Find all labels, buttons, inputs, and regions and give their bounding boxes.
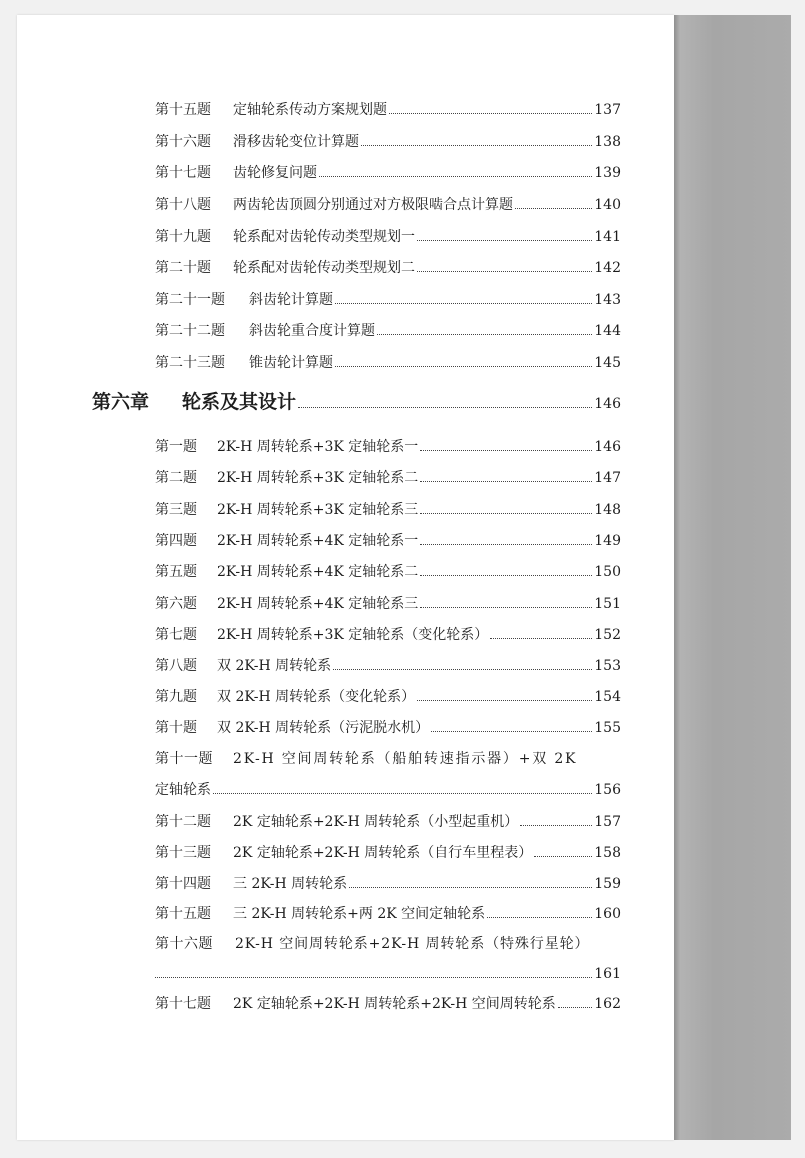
toc-entry (155, 133, 621, 151)
dot-leader (420, 513, 592, 514)
entry-number: 第十三题 (155, 845, 211, 861)
entry-title: 定轴轮系传动方案规划题 (233, 102, 387, 118)
entry-number: 第五题 (155, 564, 197, 580)
entry-title: 滑移齿轮变位计算题 (233, 134, 359, 150)
entry-title-continued: 定轴轮系 (155, 782, 211, 798)
entry-page: 157 (594, 814, 621, 830)
dot-leader (361, 145, 592, 146)
page-edge-shadow (674, 15, 791, 1140)
entry-number: 第十九题 (155, 229, 211, 245)
entry-title: 2K-H 周转轮系+3K 定轴轮系三 (217, 502, 419, 518)
entry-page: 151 (594, 596, 621, 612)
entry-page: 156 (594, 782, 621, 798)
dot-leader (298, 407, 592, 408)
entry-title: 2K 定轴轮系+2K-H 周转轮系（自行车里程表） (233, 845, 533, 861)
toc-entry (155, 532, 621, 550)
dot-leader (520, 825, 592, 826)
toc-entry (155, 875, 621, 893)
toc-entry (155, 626, 621, 644)
entry-page: 138 (594, 134, 621, 150)
dot-leader (420, 575, 592, 576)
entry-title: 2K-H 周转轮系+4K 定轴轮系二 (217, 564, 419, 580)
toc-entry-line1 (155, 935, 621, 953)
dot-leader (487, 917, 592, 918)
chapter-title: 轮系及其设计 (182, 391, 297, 413)
toc-entry (155, 354, 621, 372)
entry-number: 第十六题 (155, 936, 213, 952)
entry-title: 2K-H 周转轮系+3K 定轴轮系二 (217, 470, 419, 486)
toc-entry (155, 101, 621, 119)
entry-number: 第二十三题 (155, 355, 225, 371)
entry-page: 153 (594, 658, 621, 674)
entry-page: 137 (594, 102, 621, 118)
entry-number: 第二十二题 (155, 323, 225, 339)
chapter-heading (92, 391, 621, 415)
entry-title: 2K-H 周转轮系+4K 定轴轮系三 (217, 596, 419, 612)
entry-page: 149 (594, 533, 621, 549)
entry-page: 152 (594, 627, 621, 643)
entry-page: 140 (594, 197, 621, 213)
toc-entry-line1 (155, 750, 621, 768)
entry-title: 斜齿轮计算题 (249, 292, 333, 308)
entry-number: 第十七题 (155, 165, 211, 181)
entry-number: 第二题 (155, 470, 197, 486)
dot-leader (335, 303, 592, 304)
entry-number: 第三题 (155, 502, 197, 518)
toc-entry (155, 844, 621, 862)
entry-number: 第七题 (155, 627, 197, 643)
toc-entry (155, 469, 621, 487)
entry-title: 轮系配对齿轮传动类型规划一 (233, 229, 415, 245)
dot-leader (319, 176, 592, 177)
dot-leader (349, 887, 592, 888)
dot-leader (420, 607, 592, 608)
dot-leader (420, 481, 592, 482)
entry-page: 139 (594, 165, 621, 181)
toc-entry (155, 322, 621, 340)
entry-page: 142 (594, 260, 621, 276)
entry-page: 161 (594, 966, 621, 982)
dot-leader (417, 700, 592, 701)
entry-number: 第十一题 (155, 751, 213, 767)
entry-title: 2K 定轴轮系+2K-H 周转轮系（小型起重机） (233, 814, 519, 830)
toc-entry (155, 595, 621, 613)
dot-leader (417, 271, 592, 272)
entry-title: 2K-H 空间周转轮系（船舶转速指示器）+双 2K (233, 751, 578, 767)
entry-page: 145 (594, 355, 621, 371)
entry-title: 斜齿轮重合度计算题 (249, 323, 375, 339)
dot-leader (417, 240, 592, 241)
entry-page: 155 (594, 720, 621, 736)
entry-number: 第二十一题 (155, 292, 225, 308)
entry-title: 双 2K-H 周转轮系 (217, 658, 332, 674)
entry-number: 第二十题 (155, 260, 211, 276)
dot-leader (213, 793, 592, 794)
entry-page: 144 (594, 323, 621, 339)
toc-entry-line2 (155, 781, 621, 799)
entry-page: 160 (594, 906, 621, 922)
entry-page: 146 (594, 439, 621, 455)
entry-title: 锥齿轮计算题 (249, 355, 333, 371)
dot-leader (420, 544, 592, 545)
entry-number: 第十六题 (155, 134, 211, 150)
dot-leader (490, 638, 592, 639)
toc-entry (155, 164, 621, 182)
chapter-page: 146 (594, 396, 621, 412)
entry-title: 2K 定轴轮系+2K-H 周转轮系+2K-H 空间周转轮系 (233, 996, 556, 1012)
toc-entry (155, 259, 621, 277)
entry-number: 第十四题 (155, 876, 211, 892)
entry-title: 三 2K-H 周转轮系+两 2K 空间定轴轮系 (233, 906, 486, 922)
entry-title: 轮系配对齿轮传动类型规划二 (233, 260, 415, 276)
entry-page: 147 (594, 470, 621, 486)
entry-title: 两齿轮齿顶圆分别通过对方极限啮合点计算题 (233, 197, 513, 213)
dot-leader (389, 113, 592, 114)
dot-leader (420, 450, 592, 451)
dot-leader (335, 366, 592, 367)
chapter-number: 第六章 (92, 391, 150, 413)
toc-entry (155, 657, 621, 675)
entry-title: 双 2K-H 周转轮系（变化轮系） (217, 689, 416, 705)
entry-page: 143 (594, 292, 621, 308)
entry-number: 第四题 (155, 533, 197, 549)
entry-number: 第六题 (155, 596, 197, 612)
dot-leader (515, 208, 592, 209)
toc-entry (155, 438, 621, 456)
toc-entry (155, 501, 621, 519)
toc-entry (155, 228, 621, 246)
entry-title: 三 2K-H 周转轮系 (233, 876, 348, 892)
toc-entry (155, 719, 621, 737)
entry-number: 第十八题 (155, 197, 211, 213)
toc-entry (155, 813, 621, 831)
entry-number: 第八题 (155, 658, 197, 674)
toc-entry (155, 688, 621, 706)
entry-number: 第十五题 (155, 102, 211, 118)
entry-page: 158 (594, 845, 621, 861)
entry-title: 2K-H 周转轮系+3K 定轴轮系（变化轮系） (217, 627, 489, 643)
entry-page: 162 (594, 996, 621, 1012)
toc-entry (155, 291, 621, 309)
entry-page: 148 (594, 502, 621, 518)
entry-title: 2K-H 周转轮系+3K 定轴轮系一 (217, 439, 419, 455)
entry-number: 第十五题 (155, 906, 211, 922)
entry-number: 第十题 (155, 720, 197, 736)
entry-page: 150 (594, 564, 621, 580)
entry-title: 2K-H 周转轮系+4K 定轴轮系一 (217, 533, 419, 549)
toc-entry (155, 196, 621, 214)
entry-number: 第九题 (155, 689, 197, 705)
toc-entry (155, 563, 621, 581)
entry-number: 第十二题 (155, 814, 211, 830)
toc-entry (155, 995, 621, 1013)
dot-leader (377, 334, 592, 335)
dot-leader (155, 977, 592, 978)
dot-leader (431, 731, 592, 732)
toc-entry (155, 905, 621, 923)
dot-leader (558, 1007, 593, 1008)
entry-title: 2K-H 空间周转轮系+2K-H 周转轮系（特殊行星轮） (235, 936, 590, 952)
entry-title: 齿轮修复问题 (233, 165, 317, 181)
entry-page: 141 (594, 229, 621, 245)
entry-number: 第十七题 (155, 996, 211, 1012)
dot-leader (534, 856, 592, 857)
entry-title: 双 2K-H 周转轮系（污泥脱水机） (217, 720, 430, 736)
entry-number: 第一题 (155, 439, 197, 455)
toc-entry-line2 (155, 965, 621, 983)
entry-page: 154 (594, 689, 621, 705)
entry-page: 159 (594, 876, 621, 892)
dot-leader (333, 669, 592, 670)
